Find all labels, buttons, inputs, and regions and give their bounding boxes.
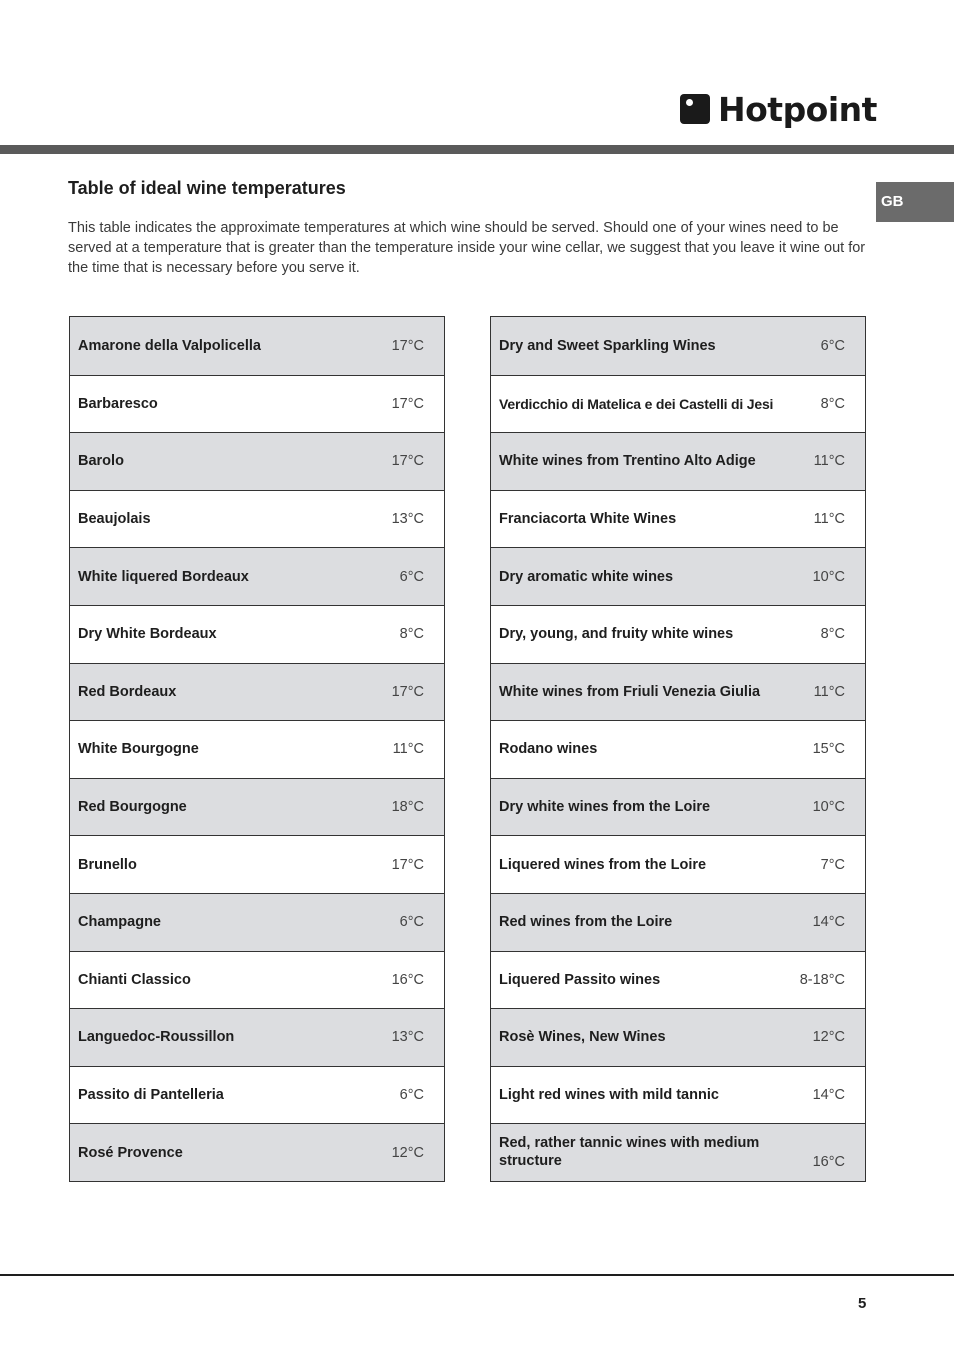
page-title: Table of ideal wine temperatures bbox=[68, 178, 346, 198]
table-row bbox=[70, 720, 444, 778]
page-number: 5 bbox=[858, 1295, 867, 1312]
wine-name: Rosé Provence bbox=[78, 1144, 183, 1161]
wine-name: Passito di Pantelleria bbox=[78, 1087, 224, 1104]
table-row bbox=[491, 1123, 865, 1181]
wine-temperature: 17°C bbox=[391, 856, 424, 873]
wine-temperature: 16°C bbox=[391, 971, 424, 988]
wine-temperature: 8°C bbox=[820, 626, 845, 643]
table-row bbox=[491, 317, 865, 375]
wine-temperature: 17°C bbox=[391, 395, 424, 412]
table-row bbox=[491, 490, 865, 548]
wine-name: Languedoc-Roussillon bbox=[78, 1029, 235, 1046]
wine-temperature: 16°C bbox=[812, 1153, 845, 1170]
table-row bbox=[70, 317, 444, 375]
table-row bbox=[491, 778, 865, 836]
table-row bbox=[491, 1008, 865, 1066]
wine-name: White liquered Bordeaux bbox=[78, 568, 249, 585]
table-row bbox=[491, 663, 865, 721]
wine-temperature: 17°C bbox=[391, 453, 424, 470]
wine-name: Champagne bbox=[78, 914, 161, 931]
wine-name: Red Bourgogne bbox=[78, 799, 187, 816]
wine-temperature: 11°C bbox=[813, 683, 845, 700]
table-row bbox=[491, 1066, 865, 1124]
wine-temperature: 17°C bbox=[391, 683, 424, 700]
wine-temperature: 6°C bbox=[820, 337, 845, 354]
wine-name: Barbaresco bbox=[78, 395, 158, 412]
table-row bbox=[491, 893, 865, 951]
table-row bbox=[70, 951, 444, 1009]
wine-temperature: 12°C bbox=[812, 1029, 845, 1046]
footer-divider bbox=[0, 1274, 954, 1276]
wine-temperature: 6°C bbox=[399, 568, 424, 585]
wine-temperature: 15°C bbox=[812, 741, 845, 758]
wine-temperature: 13°C bbox=[391, 511, 424, 528]
wine-name: Dry White Bordeaux bbox=[78, 626, 217, 643]
wine-name: Light red wines with mild tannic bbox=[499, 1087, 719, 1104]
wine-temperature: 11°C bbox=[813, 511, 845, 528]
table-row bbox=[70, 893, 444, 951]
wine-temperature: 14°C bbox=[812, 914, 845, 931]
wine-temperature: 11°C bbox=[813, 453, 845, 470]
table-row bbox=[70, 375, 444, 433]
wine-temperature: 10°C bbox=[812, 799, 845, 816]
wine-name: Liquered Passito wines bbox=[499, 971, 661, 988]
intro-paragraph: This table indicates the approximate temperatures at which wine should be served. Should one of your wines need to be served at a temperature that is greater than the temperature inside your wine cellar, we suggest that you leave it wine out for the time that is necessary before you serve it. bbox=[68, 220, 866, 276]
table-row bbox=[491, 375, 865, 433]
table-row bbox=[491, 951, 865, 1009]
brand-name: Hotpoint bbox=[718, 89, 877, 129]
wine-name: Amarone della Valpolicella bbox=[78, 337, 261, 354]
wine-name: Chianti Classico bbox=[78, 971, 191, 988]
wine-name: Liquered wines from the Loire bbox=[499, 856, 707, 873]
hotpoint-logo-icon bbox=[680, 94, 710, 124]
table-row bbox=[70, 1123, 444, 1181]
wine-name: Brunello bbox=[78, 856, 137, 873]
table-row bbox=[70, 605, 444, 663]
header-divider bbox=[0, 145, 954, 154]
wine-name: Franciacorta White Wines bbox=[499, 511, 677, 528]
wine-name: Rodano wines bbox=[499, 741, 598, 758]
wine-temperature: 8°C bbox=[399, 626, 424, 643]
wine-temperature: 18°C bbox=[391, 799, 424, 816]
hotpoint-logo bbox=[680, 88, 877, 130]
table-row bbox=[70, 1066, 444, 1124]
table-row bbox=[70, 663, 444, 721]
wine-name: Red, rather tannic wines with medium structure bbox=[499, 1134, 760, 1169]
wine-temperature: 6°C bbox=[399, 1087, 424, 1104]
wine-name: White wines from Friuli Venezia Giulia bbox=[499, 683, 761, 700]
wine-temperature: 12°C bbox=[391, 1144, 424, 1161]
wine-name: Dry white wines from the Loire bbox=[499, 799, 711, 816]
wine-temperature: 8-18°C bbox=[799, 971, 845, 988]
table-row bbox=[491, 605, 865, 663]
wine-name: Red Bordeaux bbox=[78, 683, 177, 700]
table-row bbox=[491, 432, 865, 490]
wine-name: White wines from Trentino Alto Adige bbox=[499, 453, 756, 470]
table-row bbox=[70, 1008, 444, 1066]
wine-temperature: 13°C bbox=[391, 1029, 424, 1046]
table-row bbox=[70, 835, 444, 893]
table-row bbox=[491, 835, 865, 893]
wine-name: Dry and Sweet Sparkling Wines bbox=[499, 337, 716, 354]
language-tab: GB bbox=[876, 182, 954, 222]
wine-temperature: 11°C bbox=[392, 741, 424, 758]
wine-temperature: 14°C bbox=[812, 1087, 845, 1104]
wine-name: White Bourgogne bbox=[78, 741, 199, 758]
table-row bbox=[70, 490, 444, 548]
wine-temperature: 6°C bbox=[399, 914, 424, 931]
wine-temperature: 17°C bbox=[391, 337, 424, 354]
table-row bbox=[491, 720, 865, 778]
wine-name: Verdicchio di Matelica e dei Castelli di Jesi bbox=[499, 395, 774, 412]
table-row bbox=[70, 432, 444, 490]
table-row bbox=[70, 547, 444, 605]
wine-name: Dry, young, and fruity white wines bbox=[499, 626, 734, 643]
table-row bbox=[70, 778, 444, 836]
wine-temperature: 8°C bbox=[820, 395, 845, 412]
wine-name: Red wines from the Loire bbox=[499, 914, 673, 931]
wine-table-right bbox=[490, 316, 866, 1182]
wine-name: Dry aromatic white wines bbox=[499, 568, 674, 585]
wine-name: Beaujolais bbox=[78, 511, 151, 528]
wine-table-left bbox=[69, 316, 445, 1182]
table-row bbox=[491, 547, 865, 605]
wine-temperature: 7°C bbox=[820, 856, 845, 873]
wine-name: Barolo bbox=[78, 453, 124, 470]
wine-name: Rosè Wines, New Wines bbox=[499, 1029, 666, 1046]
wine-temperature: 10°C bbox=[812, 568, 845, 585]
